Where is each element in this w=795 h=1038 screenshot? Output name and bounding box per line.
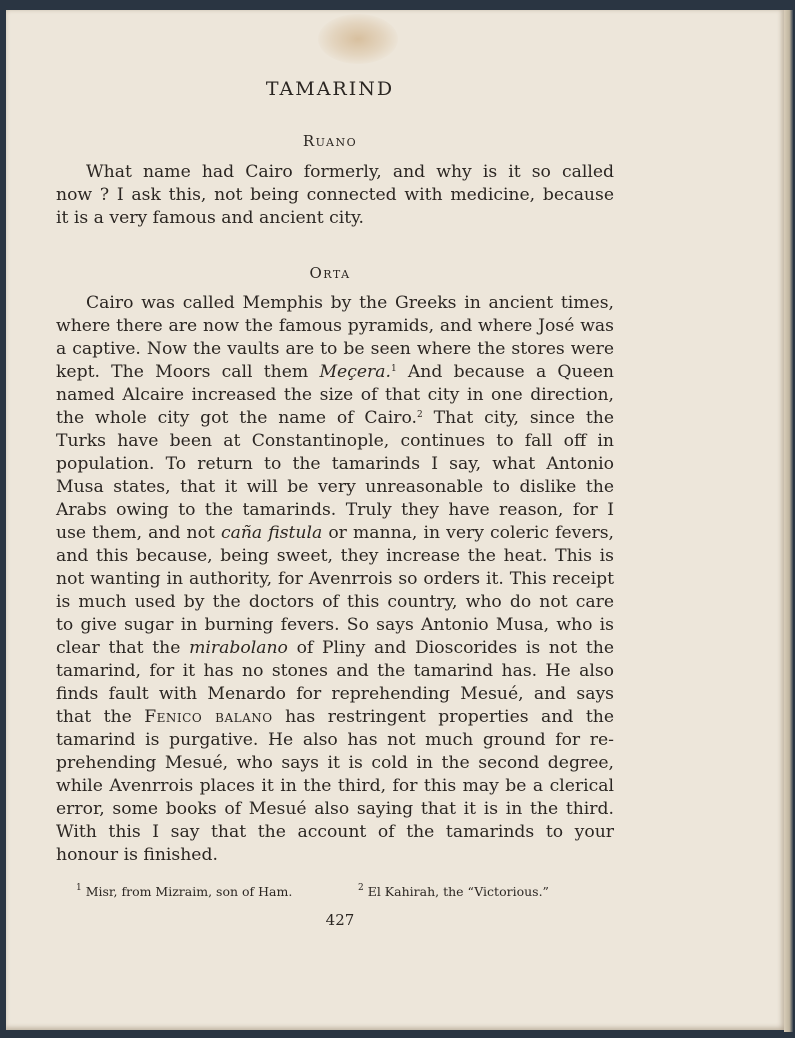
text-line: tamarind is purgative. He also has not much ground for re-	[56, 730, 614, 750]
ruano-paragraph	[56, 161, 614, 230]
text-line: Arabs owing to the tamarinds. Truly they have reason, for I	[56, 500, 614, 520]
speaker-ruano: Ruano	[302, 132, 358, 150]
orta-paragraph	[56, 292, 614, 867]
text-line: finds fault with Menardo for reprehending Mesué, and says	[56, 684, 614, 704]
page-number: 427	[325, 911, 355, 929]
text-line: Musa states, that it will be very unreasonable to dislike the	[56, 477, 614, 497]
page-title: TAMARIND	[265, 78, 395, 100]
page-edge	[784, 10, 793, 1032]
text-line: Turks have been at Constantinople, continues to fall off in	[56, 431, 614, 451]
text-line: it is a very famous and ancient city.	[56, 208, 364, 228]
text-line: error, some books of Mesué also saying that it is in the third.	[56, 799, 614, 819]
text-line: What name had Cairo formerly, and why is it so called	[86, 162, 614, 182]
footnote-2: $^2$ El Kahirah, the “Victorious.”	[358, 883, 549, 899]
text-line: clear that the mirabolano of Pliny and Dioscorides is not the	[56, 638, 614, 658]
text-line: the whole city got the name of Cairo.$^2$ That city, since the	[56, 408, 615, 428]
footnote-1: $^1$ Misr, from Mizraim, son of Ham.	[76, 883, 293, 899]
text-line: that the Fenico balano has restringent properties and the	[56, 707, 614, 727]
text-line: tamarind, for it has no stones and the tamarind has. He also	[56, 661, 614, 681]
text-line: prehending Mesué, who says it is cold in the second degree,	[56, 753, 614, 773]
text-line: is much used by the doctors of this country, who do not care	[56, 592, 614, 612]
text-line: a captive. Now the vaults are to be seen where the stores were	[56, 339, 614, 359]
text-line: Cairo was called Memphis by the Greeks in ancient times,	[86, 293, 614, 313]
text-line: not wanting in authority, for Avenrrois so orders it. This receipt	[56, 569, 614, 589]
text-line: and this because, being sweet, they increase the heat. This is	[56, 546, 614, 566]
text-line: population. To return to the tamarinds I say, what Antonio	[56, 454, 614, 474]
text-line: now ? I ask this, not being connected with medicine, because	[56, 185, 614, 205]
text-line: With this I say that the account of the tamarinds to your	[56, 822, 614, 842]
text-line: to give sugar in burning fevers. So says Antonio Musa, who is	[56, 615, 614, 635]
text-line: use them, and not caña fistula or manna, in very coleric fevers,	[56, 523, 614, 543]
text-line: kept. The Moors call them Meçera.$^1$ And because a Queen	[56, 362, 614, 382]
text-line: named Alcaire increased the size of that city in one direction,	[56, 385, 614, 405]
text-line: while Avenrrois places it in the third, for this may be a clerical	[56, 776, 614, 796]
speaker-orta: Orta	[309, 264, 351, 282]
text-line: where there are now the famous pyramids, and where José was	[56, 316, 614, 336]
paper-stain	[318, 14, 398, 64]
text-line: honour is finished.	[56, 845, 218, 865]
